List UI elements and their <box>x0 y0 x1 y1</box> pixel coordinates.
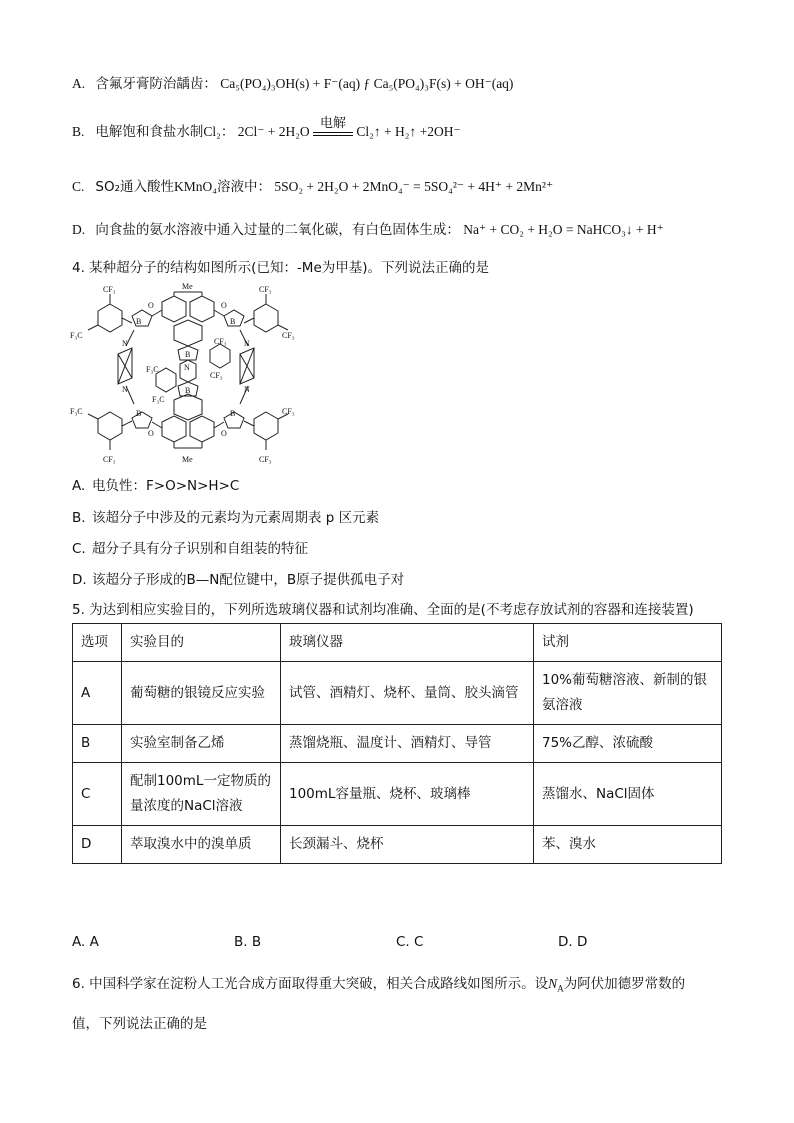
table-cell: C <box>73 763 122 826</box>
answer-choice-b[interactable]: B. B <box>234 934 262 950</box>
avogadro-symbol: $N_A$ <box>548 976 564 994</box>
q4-option-b: B. 该超分子中涉及的元素均为元素周期表 p 区元素 <box>72 510 380 526</box>
q3-option-d: D. 向食盐的氨水溶液中通入过量的二氧化碳，有白色固体生成： Na⁺ + CO₂ + H₂O = NaHCO₃↓ + H⁺ <box>72 222 664 238</box>
nitrogen-label: N <box>184 363 190 372</box>
cf3-label: CF₃ <box>259 455 272 464</box>
f3c-label: F₃C <box>70 331 83 340</box>
oxygen-label: O <box>221 301 227 310</box>
table-cell: 75%乙醇、浓硫酸 <box>534 725 722 763</box>
cf3-label: CF₃ <box>103 285 116 294</box>
column-header: 实验目的 <box>122 624 281 662</box>
q4-option-d: D. 该超分子形成的B—N配位键中，B原子提供孤电子对 <box>72 572 405 588</box>
table-cell: 100mL容量瓶、烧杯、玻璃棒 <box>281 763 534 826</box>
cf3-label: CF₃ <box>210 371 223 380</box>
table-header-row <box>73 624 722 662</box>
f3c-label: F₃C <box>70 407 83 416</box>
nitrogen-label: N <box>244 385 250 394</box>
answer-choice-c[interactable]: C. C <box>396 934 424 950</box>
q4-option-a: A. 电负性：F>O>N>H>C <box>72 478 240 494</box>
f3c-label: F₃C <box>146 365 159 374</box>
nitrogen-label: N <box>122 339 128 348</box>
table-cell: 蒸馏水、NaCl固体 <box>534 763 722 826</box>
boron-label: B <box>185 350 191 359</box>
table-row <box>73 725 722 763</box>
nitrogen-label: N <box>122 385 128 394</box>
table-cell: 配制100mL一定物质的量浓度的NaCl溶液 <box>122 763 281 826</box>
table-cell: B <box>73 725 122 763</box>
table-cell: 10%葡萄糖溶液、新制的银氨溶液 <box>534 662 722 725</box>
oxygen-label: O <box>148 429 154 438</box>
table-row <box>73 662 722 725</box>
q5-table <box>72 623 722 864</box>
table-cell: A <box>73 662 122 725</box>
cf3-label: CF₃ <box>214 337 227 346</box>
q3-option-b: B. 电解饱和食盐水制Cl₂： 2Cl⁻ + 2H₂O 电解 Cl₂↑ + H₂↑ +2OH⁻ <box>72 116 461 140</box>
q5-stem: 5. 为达到相应实验目的，下列所选玻璃仪器和试剂均准确、全面的是(不考虑存放试剂的容器和连接装置) <box>72 602 694 618</box>
boron-label: B <box>185 386 191 395</box>
q4-stem: 4. 某种超分子的结构如图所示(已知：-Me为甲基)。下列说法正确的是 <box>72 260 490 276</box>
cf3-label: CF₃ <box>103 455 116 464</box>
q3-option-c: C. SO₂通入酸性KMnO₄溶液中： 5SO₂ + 2H₂O + 2MnO₄⁻ = 5SO₄²⁻ + 4H⁺ + 2Mn²⁺ <box>72 179 554 195</box>
boron-label: B <box>136 317 142 326</box>
supramolecule-structure-figure <box>70 280 310 466</box>
table-cell: 蒸馏烧瓶、温度计、酒精灯、导管 <box>281 725 534 763</box>
electrolysis-condition: 电解 <box>313 126 353 136</box>
oxygen-label: O <box>221 429 227 438</box>
methyl-label: Me <box>182 455 193 464</box>
boron-label: B <box>230 409 236 418</box>
table-cell: 试管、酒精灯、烧杯、量筒、胶头滴管 <box>281 662 534 725</box>
answer-choice-d[interactable]: D. D <box>558 934 588 950</box>
table-cell: D <box>73 826 122 864</box>
column-header: 试剂 <box>534 624 722 662</box>
table-cell: 萃取溴水中的溴单质 <box>122 826 281 864</box>
table-cell: 苯、溴水 <box>534 826 722 864</box>
nitrogen-label: N <box>244 339 250 348</box>
q3-a-equation: Ca₅(PO₄)₃OH(s) + F⁻(aq) ƒ Ca₅(PO₄)₃F(s) + OH⁻(aq) <box>220 76 514 91</box>
table-cell: 实验室制备乙烯 <box>122 725 281 763</box>
table-cell: 葡萄糖的银镜反应实验 <box>122 662 281 725</box>
cf3-label: CF₃ <box>282 407 295 416</box>
table-cell: 长颈漏斗、烧杯 <box>281 826 534 864</box>
methyl-label: Me <box>182 282 193 291</box>
q4-option-c: C. 超分子具有分子识别和自组装的特征 <box>72 541 308 557</box>
column-header: 玻璃仪器 <box>281 624 534 662</box>
table-row <box>73 826 722 864</box>
cf3-label: CF₃ <box>282 331 295 340</box>
boron-label: B <box>136 409 142 418</box>
q6-stem-line-1: 6. 中国科学家在淀粉人工光合成方面取得重大突破，相关合成路线如图所示。设$N_A$为阿伏加德罗常数的 <box>72 976 686 994</box>
boron-label: B <box>230 317 236 326</box>
q6-stem-line-2: 值，下列说法正确的是 <box>72 1016 207 1032</box>
answer-choice-a[interactable]: A. A <box>72 934 99 950</box>
oxygen-label: O <box>148 301 154 310</box>
table-row <box>73 763 722 826</box>
column-header: 选项 <box>73 624 122 662</box>
q5-answer-choices <box>72 934 722 950</box>
cf3-label: CF₃ <box>259 285 272 294</box>
q3-option-a: A. 含氟牙膏防治龋齿： Ca₅(PO₄)₃OH(s) + F⁻(aq) ƒ Ca₅(PO₄)₃F(s) + OH⁻(aq) <box>72 76 514 92</box>
f3c-label: F₃C <box>152 395 165 404</box>
